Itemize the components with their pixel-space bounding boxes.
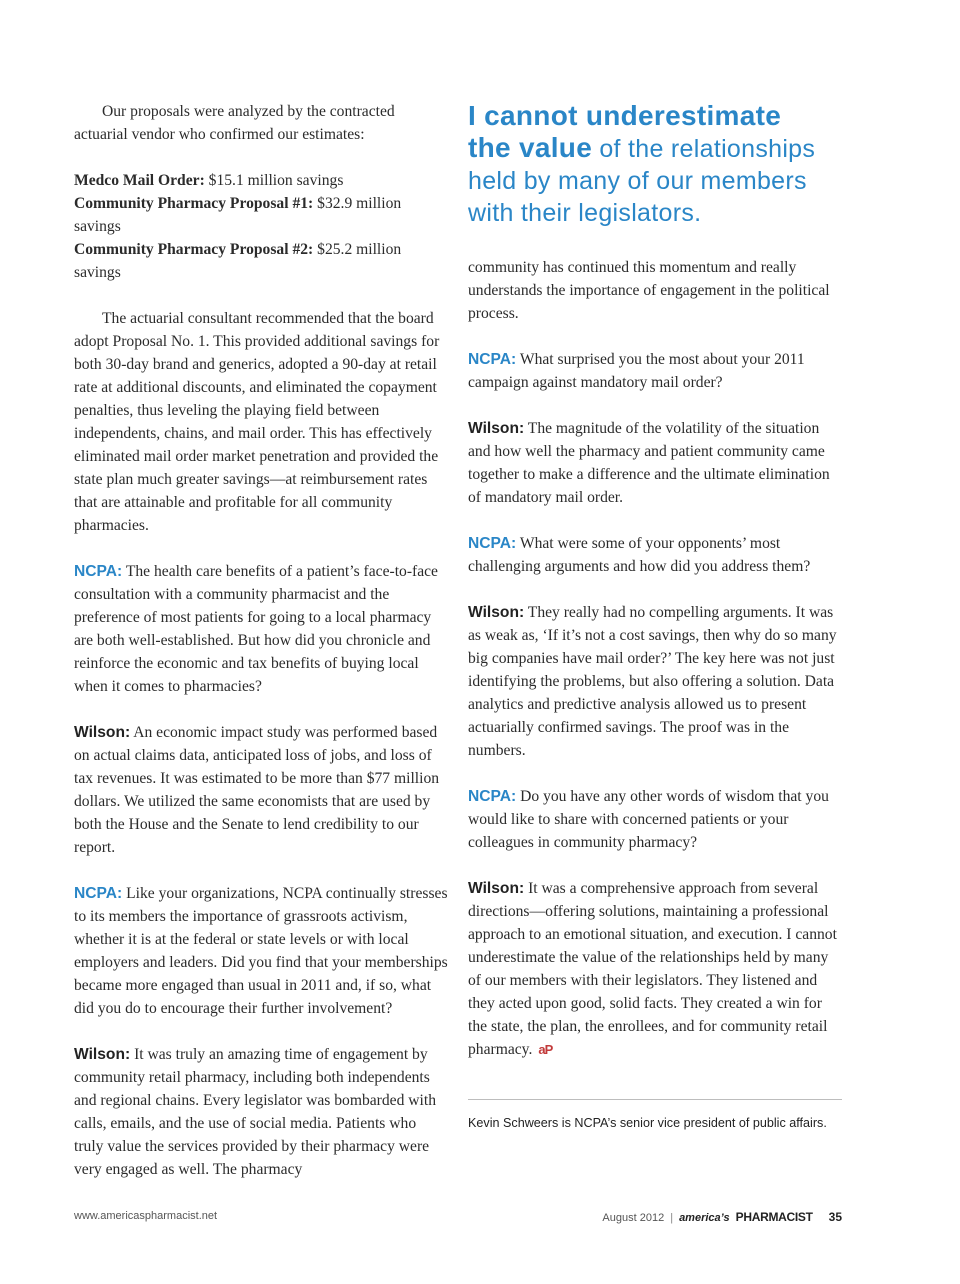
speaker-wilson: Wilson: (74, 724, 131, 741)
question-text: Like your organizations, NCPA continually stresses to its members the importance of grassroots activism, whether it is at the federal or state levels or with local employers and leaders. Did you find that your memberships became more engaged than usual in 2011 and, if so, what did you do to encourage their further involvement? (74, 885, 448, 1017)
author-bio: Kevin Schweers is NCPA’s senior vice president of public affairs. (468, 1116, 827, 1130)
answer-text: It was a comprehensive approach from several directions—offering solutions, maintaining a professional approach to an emotional situation, and execution. I cannot underestimate the value of the relationships held by many of our members with their legislators. They listened and they acted upon good, solid facts. They created a win for the state, the plan, the enrollees, and for community retail pharmacy. (468, 880, 837, 1058)
question-paragraph (74, 560, 448, 698)
actuarial-paragraph: The actuarial consultant recommended that the board adopt Proposal No. 1. This provided additional savings for both 30-day brand and generics, adopted a 90-day at retail rate at additional discounts, and eliminated the copayment penalties, thus leveling the playing field between independents, chains, and mail order. This has effectively eliminated mail order market penetration and provided the state plan much greater savings—at reimbursement rates that are attainable and profitable for all community pharmacies. (74, 310, 440, 534)
speaker-ncpa: NCPA: (468, 788, 517, 805)
footer-date: August 2012 (602, 1212, 665, 1224)
intro-paragraph: Our proposals were analyzed by the contracted actuarial vendor who confirmed our estimates: (74, 103, 395, 143)
savings-list (74, 169, 448, 284)
answer-paragraph (468, 877, 842, 1061)
speaker-ncpa: NCPA: (468, 351, 517, 368)
left-column (74, 100, 448, 1181)
question-paragraph (468, 532, 842, 578)
savings-label: Medco Mail Order: (74, 172, 205, 189)
question-text: What surprised you the most about your 2011 campaign against mandatory mail order? (468, 351, 805, 391)
speaker-wilson: Wilson: (468, 420, 525, 437)
magazine-brand-prefix: america’s (679, 1212, 730, 1224)
answer-paragraph (468, 417, 842, 509)
savings-item (74, 192, 448, 238)
speaker-ncpa: NCPA: (74, 563, 123, 580)
answer-paragraph (74, 721, 448, 859)
pull-quote-text: of the relationships (592, 135, 816, 163)
footer-info (602, 1210, 842, 1224)
pull-quote-emphasis: the value (468, 132, 593, 163)
speaker-ncpa: NCPA: (468, 535, 517, 552)
savings-item (74, 238, 448, 284)
answer-text: The magnitude of the volatility of the situation and how well the pharmacy and patient community came together to make a difference and the ultimate elimination of mandatory mail order. (468, 420, 830, 506)
answer-paragraph (74, 1043, 448, 1181)
savings-value: $15.1 million savings (204, 172, 344, 189)
savings-value: $32.9 million savings (74, 195, 402, 235)
magazine-brand-name: PHARMACIST (735, 1210, 813, 1224)
right-column (468, 100, 842, 1135)
question-paragraph (74, 882, 448, 1020)
pull-quote (468, 100, 842, 256)
end-mark-logo-icon: aP (538, 1042, 553, 1057)
footer-url: www.americaspharmacist.net (74, 1210, 218, 1222)
savings-item (74, 169, 448, 192)
speaker-wilson: Wilson: (468, 604, 525, 621)
answer-text: An economic impact study was performed based on actual claims data, anticipated loss of jobs, and loss of tax revenues. It was estimated to be more than $77 million dollars. We utilized the same economists that are used by both the House and the Senate to lend credibility to our report. (74, 724, 440, 856)
pull-quote-line (468, 132, 842, 165)
continued-paragraph: community has continued this momentum and really understands the importance of engagement in the political process. (468, 259, 830, 322)
speaker-ncpa: NCPA: (74, 885, 123, 902)
answer-text: They really had no compelling arguments. It was as weak as, ‘If it’s not a cost savings, then why do so many big companies have mail order?’ The key here was not just identifying the problems, but also offering a solution. Data analytics and predictive analysis allowed us to present actuarially confirmed savings. The proof was in the numbers. (468, 604, 837, 759)
footer-separator: | (670, 1212, 674, 1224)
pull-quote-line: with their legislators. (468, 199, 702, 227)
speaker-wilson: Wilson: (468, 880, 525, 897)
savings-value: $25.2 million savings (74, 241, 402, 281)
answer-text: It was truly an amazing time of engagement by community retail pharmacy, including both independents and regional chains. Every legislator was bombarded with calls, emails, and the use of social media. Patients who truly value the services provided by their pharmacy were very engaged as well. The pharmacy (74, 1046, 437, 1178)
speaker-wilson: Wilson: (74, 1046, 131, 1063)
savings-label: Community Pharmacy Proposal #1: (74, 195, 314, 212)
divider (468, 1099, 842, 1100)
pull-quote-line: held by many of our members (468, 167, 807, 195)
page-number: 35 (828, 1210, 842, 1224)
question-text: Do you have any other words of wisdom that you would like to share with concerned patients or your colleagues in community pharmacy? (468, 788, 829, 851)
pull-quote-line: I cannot underestimate (468, 100, 782, 131)
question-text: What were some of your opponents’ most challenging arguments and how did you address them? (468, 535, 811, 575)
question-paragraph (468, 785, 842, 854)
question-text: The health care benefits of a patient’s face-to-face consultation with a community pharmacist and the preference of most patients for going to a local pharmacy are both well-established. But how did you chronicle and reinforce the economic and tax benefits of buying local when it comes to pharmacies? (74, 563, 438, 695)
savings-label: Community Pharmacy Proposal #2: (74, 241, 314, 258)
answer-paragraph (468, 601, 842, 762)
question-paragraph (468, 348, 842, 394)
